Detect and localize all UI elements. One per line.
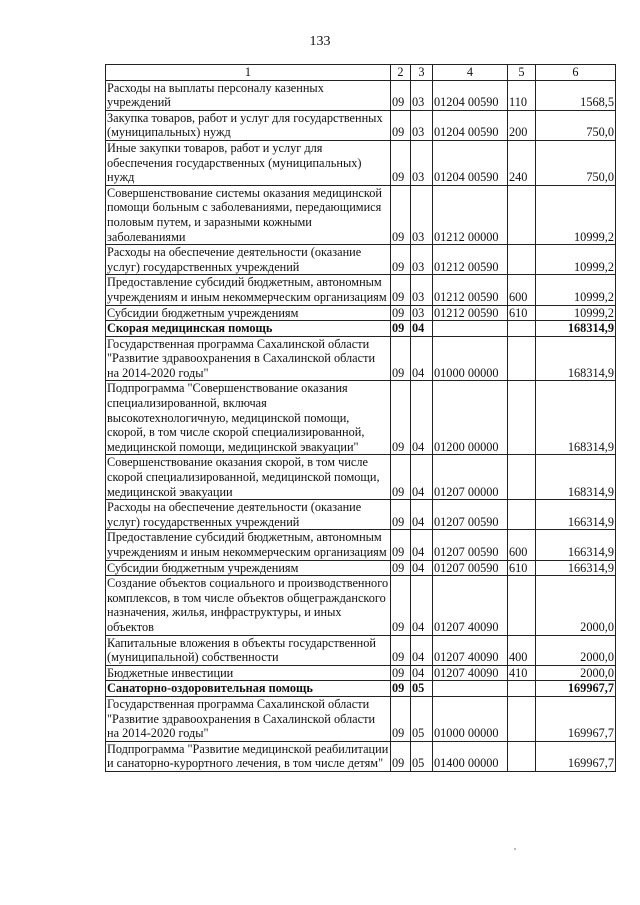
budget-table	[105, 64, 616, 772]
row-description: Расходы на обеспечение деятельности (оказание услуг) государственных учреждений	[106, 500, 391, 530]
row-code-section: 09	[391, 336, 411, 381]
row-description: Субсидии бюджетным учреждениям	[106, 305, 391, 321]
row-code-expense-type	[508, 741, 536, 771]
row-amount: 750,0	[536, 110, 616, 140]
row-code-subsection: 04	[411, 336, 433, 381]
row-amount: 2000,0	[536, 635, 616, 665]
row-code-expense-type	[508, 245, 536, 275]
table-header-row	[106, 65, 616, 81]
row-description: Санаторно-оздоровительная помощь	[106, 681, 391, 697]
row-code-subsection: 03	[411, 305, 433, 321]
row-code-subsection: 04	[411, 665, 433, 681]
row-amount: 10999,2	[536, 245, 616, 275]
header-col-1: 1	[106, 65, 391, 81]
row-code-target: 01204 00590	[433, 140, 508, 185]
row-amount: 2000,0	[536, 576, 616, 635]
row-description: Подпрограмма "Развитие медицинской реабилитации и санаторно-курортного лечения, в том числе детям"	[106, 741, 391, 771]
row-description: Расходы на обеспечение деятельности (оказание услуг) государственных учреждений	[106, 245, 391, 275]
row-code-section: 09	[391, 245, 411, 275]
row-description: Совершенствование оказания скорой, в том числе скорой специализированной, медицинской помощи, медицинской эвакуации	[106, 455, 391, 500]
row-amount: 168314,9	[536, 381, 616, 455]
row-code-section: 09	[391, 576, 411, 635]
table-row	[106, 275, 616, 305]
row-code-target: 01207 00590	[433, 500, 508, 530]
row-code-subsection: 03	[411, 110, 433, 140]
row-code-target: 01207 00000	[433, 455, 508, 500]
table-row	[106, 500, 616, 530]
row-amount: 166314,9	[536, 530, 616, 560]
row-amount: 166314,9	[536, 500, 616, 530]
table-row	[106, 635, 616, 665]
row-code-expense-type	[508, 321, 536, 337]
row-code-subsection: 04	[411, 560, 433, 576]
row-code-expense-type	[508, 455, 536, 500]
row-description: Расходы на выплаты персоналу казенных учреждений	[106, 80, 391, 110]
row-code-section: 09	[391, 305, 411, 321]
row-code-section: 09	[391, 110, 411, 140]
row-code-section: 09	[391, 635, 411, 665]
table-row	[106, 321, 616, 337]
row-code-expense-type: 110	[508, 80, 536, 110]
table-row	[106, 665, 616, 681]
row-code-section: 09	[391, 455, 411, 500]
row-code-section: 09	[391, 500, 411, 530]
row-description: Предоставление субсидий бюджетным, автономным учреждениям и иным некоммерческим организациям	[106, 275, 391, 305]
row-code-subsection: 03	[411, 185, 433, 244]
row-code-section: 09	[391, 381, 411, 455]
header-col-2: 2	[391, 65, 411, 81]
row-code-expense-type	[508, 500, 536, 530]
row-code-target: 01000 00000	[433, 336, 508, 381]
row-amount: 169967,7	[536, 741, 616, 771]
row-description: Создание объектов социального и производственного комплексов, в том числе объектов общегражданского назначения, жилья, инфраструктуры, и иных объектов	[106, 576, 391, 635]
row-code-expense-type: 610	[508, 305, 536, 321]
row-code-expense-type	[508, 336, 536, 381]
table-row	[106, 741, 616, 771]
row-code-target: 01207 00590	[433, 530, 508, 560]
row-description: Предоставление субсидий бюджетным, автономным учреждениям и иным некоммерческим организациям	[106, 530, 391, 560]
row-code-expense-type	[508, 185, 536, 244]
row-code-section: 09	[391, 185, 411, 244]
row-code-expense-type	[508, 696, 536, 741]
row-code-target: 01207 00590	[433, 560, 508, 576]
row-code-expense-type: 240	[508, 140, 536, 185]
table-row	[106, 455, 616, 500]
row-code-subsection: 05	[411, 681, 433, 697]
row-code-section: 09	[391, 741, 411, 771]
row-code-subsection: 03	[411, 275, 433, 305]
row-code-subsection: 03	[411, 80, 433, 110]
row-code-target: 01207 40090	[433, 576, 508, 635]
table-row	[106, 696, 616, 741]
row-code-section: 09	[391, 681, 411, 697]
row-description: Государственная программа Сахалинской области "Развитие здравоохранения в Сахалинской области на 2014-2020 годы"	[106, 696, 391, 741]
row-amount: 2000,0	[536, 665, 616, 681]
table-row	[106, 245, 616, 275]
row-description: Подпрограмма "Совершенствование оказания специализированной, включая высокотехнологичную, медицинской помощи, скорой, в том числе скорой специализированной, медицинской помощи, медицинской эвакуации"	[106, 381, 391, 455]
table-row	[106, 185, 616, 244]
page-number: 133	[309, 34, 331, 49]
row-code-subsection: 04	[411, 500, 433, 530]
row-description: Капитальные вложения в объекты государственной (муниципальной) собственности	[106, 635, 391, 665]
row-code-subsection: 04	[411, 321, 433, 337]
row-code-expense-type	[508, 576, 536, 635]
row-code-section: 09	[391, 560, 411, 576]
row-description: Государственная программа Сахалинской области "Развитие здравоохранения в Сахалинской области на 2014-2020 годы"	[106, 336, 391, 381]
row-code-subsection: 04	[411, 635, 433, 665]
header-col-6: 6	[536, 65, 616, 81]
table-row	[106, 305, 616, 321]
row-description: Субсидии бюджетным учреждениям	[106, 560, 391, 576]
row-amount: 169967,7	[536, 681, 616, 697]
row-amount: 168314,9	[536, 455, 616, 500]
row-code-section: 09	[391, 140, 411, 185]
row-amount: 166314,9	[536, 560, 616, 576]
row-code-target: 01204 00590	[433, 110, 508, 140]
row-code-target: 01212 00590	[433, 245, 508, 275]
row-code-subsection: 03	[411, 245, 433, 275]
row-code-target	[433, 321, 508, 337]
header-col-3: 3	[411, 65, 433, 81]
row-code-target	[433, 681, 508, 697]
row-code-target: 01212 00590	[433, 305, 508, 321]
table-row	[106, 530, 616, 560]
row-code-section: 09	[391, 321, 411, 337]
row-amount: 1568,5	[536, 80, 616, 110]
row-description: Бюджетные инвестиции	[106, 665, 391, 681]
table-row	[106, 140, 616, 185]
row-amount: 750,0	[536, 140, 616, 185]
row-code-subsection: 04	[411, 381, 433, 455]
table-row	[106, 576, 616, 635]
row-description: Совершенствование системы оказания медицинской помощи больным с заболеваниями, передающимися половым путем, и заразными кожными заболеваниями	[106, 185, 391, 244]
row-code-target: 01000 00000	[433, 696, 508, 741]
row-amount: 168314,9	[536, 321, 616, 337]
row-code-expense-type: 610	[508, 560, 536, 576]
row-code-subsection: 04	[411, 530, 433, 560]
table-row	[106, 110, 616, 140]
table-row	[106, 336, 616, 381]
row-code-subsection: 03	[411, 140, 433, 185]
table-row	[106, 560, 616, 576]
table-row	[106, 381, 616, 455]
row-amount: 10999,2	[536, 305, 616, 321]
row-code-target: 01207 40090	[433, 665, 508, 681]
row-code-target: 01400 00000	[433, 741, 508, 771]
row-code-section: 09	[391, 530, 411, 560]
row-code-section: 09	[391, 80, 411, 110]
row-amount: 10999,2	[536, 185, 616, 244]
row-code-section: 09	[391, 665, 411, 681]
row-amount: 168314,9	[536, 336, 616, 381]
row-code-subsection: 05	[411, 741, 433, 771]
row-code-target: 01212 00000	[433, 185, 508, 244]
row-code-expense-type: 200	[508, 110, 536, 140]
table-row	[106, 80, 616, 110]
row-code-target: 01204 00590	[433, 80, 508, 110]
row-code-target: 01200 00000	[433, 381, 508, 455]
row-code-expense-type: 600	[508, 530, 536, 560]
row-code-subsection: 05	[411, 696, 433, 741]
row-code-expense-type	[508, 381, 536, 455]
row-code-section: 09	[391, 696, 411, 741]
row-code-expense-type: 400	[508, 635, 536, 665]
header-col-5: 5	[508, 65, 536, 81]
row-code-target: 01207 40090	[433, 635, 508, 665]
row-code-section: 09	[391, 275, 411, 305]
row-amount: 10999,2	[536, 275, 616, 305]
row-description: Иные закупки товаров, работ и услуг для обеспечения государственных (муниципальных) нужд	[106, 140, 391, 185]
table-body	[106, 80, 616, 771]
row-code-expense-type	[508, 681, 536, 697]
row-code-expense-type: 410	[508, 665, 536, 681]
row-description: Закупка товаров, работ и услуг для государственных (муниципальных) нужд	[106, 110, 391, 140]
row-code-target: 01212 00590	[433, 275, 508, 305]
row-code-subsection: 04	[411, 576, 433, 635]
row-amount: 169967,7	[536, 696, 616, 741]
row-description: Скорая медицинская помощь	[106, 321, 391, 337]
scan-speck	[514, 848, 516, 850]
table-row	[106, 681, 616, 697]
header-col-4: 4	[433, 65, 508, 81]
row-code-subsection: 04	[411, 455, 433, 500]
row-code-expense-type: 600	[508, 275, 536, 305]
